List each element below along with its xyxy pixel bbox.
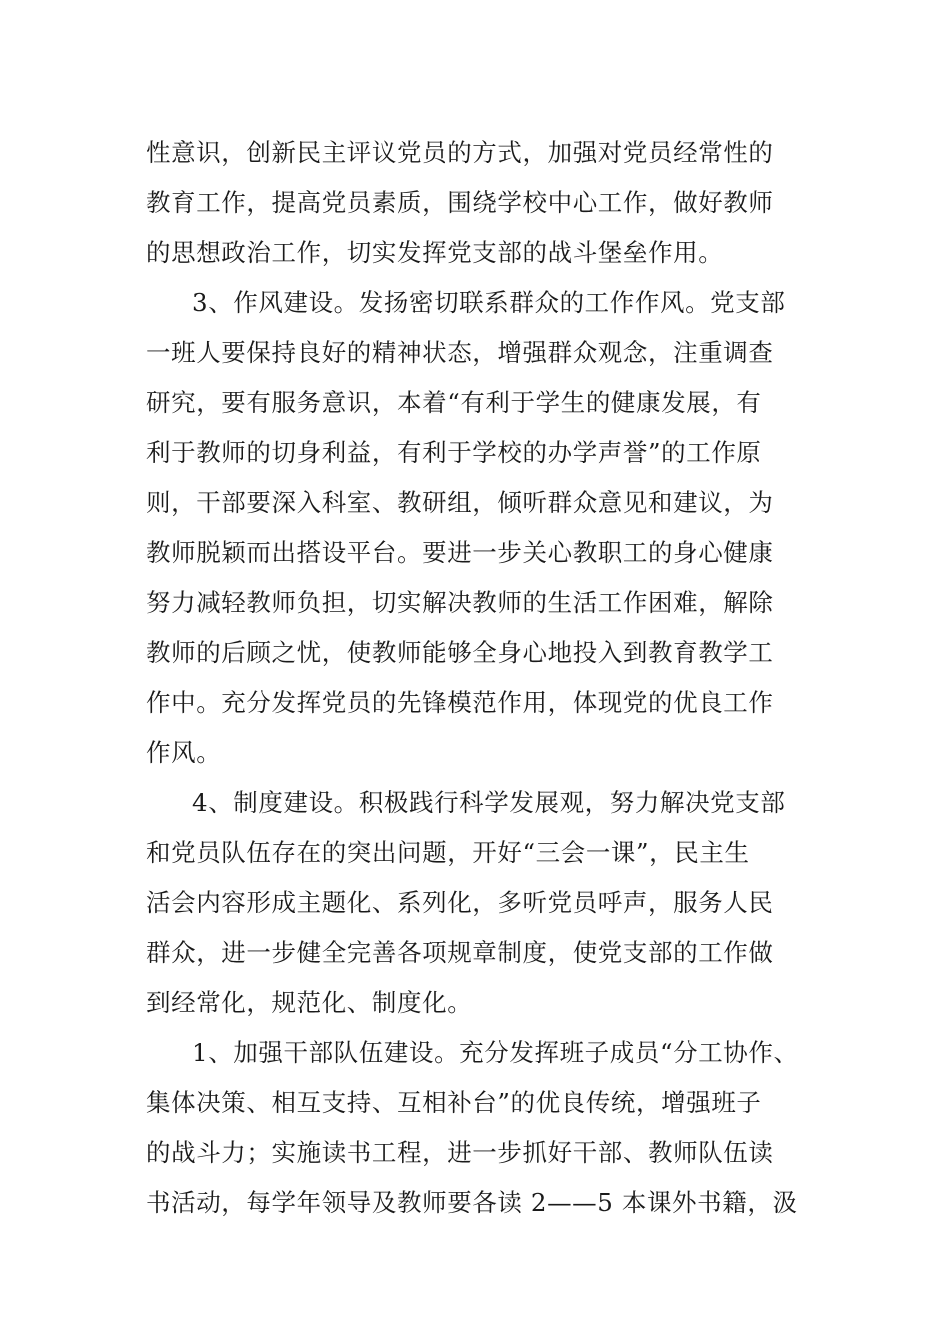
text-line: 3、作风建设。发扬密切联系群众的工作作风。党支部 — [192, 288, 786, 317]
text-line: 教育工作，提高党员素质，围绕学校中心工作，做好教师 — [146, 188, 774, 217]
text-line: 群众，进一步健全完善各项规章制度，使党支部的工作做 — [146, 938, 774, 967]
text-line: 活会内容形成主题化、系列化，多听党员呼声，服务人民 — [146, 888, 774, 917]
text-line: 教师脱颖而出搭设平台。要进一步关心教职工的身心健康 — [146, 538, 774, 567]
text-line: 教师的后顾之忧，使教师能够全身心地投入到教育教学工 — [146, 638, 774, 667]
text-line: 书活动，每学年领导及教师要各读 2——5 本课外书籍，汲 — [146, 1188, 798, 1217]
text-line: 性意识，创新民主评议党员的方式，加强对党员经常性的 — [146, 138, 774, 167]
text-line: 一班人要保持良好的精神状态，增强群众观念，注重调查 — [146, 338, 774, 367]
text-line: 作风。 — [146, 738, 222, 767]
text-line: 努力减轻教师负担，切实解决教师的生活工作困难，解除 — [146, 588, 774, 617]
text-line: 利于教师的切身利益，有利于学校的办学声誉”的工作原 — [146, 438, 762, 467]
text-line: 4、制度建设。积极践行科学发展观，努力解决党支部 — [192, 788, 786, 817]
text-line: 研究，要有服务意识，本着“有利于学生的健康发展，有 — [146, 388, 762, 417]
text-line: 到经常化，规范化、制度化。 — [146, 988, 473, 1017]
text-line: 作中。充分发挥党员的先锋模范作用，体现党的优良工作 — [146, 688, 774, 717]
text-line: 1、加强干部队伍建设。充分发挥班子成员“分工协作、 — [192, 1038, 799, 1067]
text-line: 集体决策、相互支持、互相补台”的优良传统，增强班子 — [146, 1088, 762, 1117]
text-line: 的思想政治工作，切实发挥党支部的战斗堡垒作用。 — [146, 238, 724, 267]
text-line: 和党员队伍存在的突出问题，开好“三会一课”，民主生 — [146, 838, 750, 867]
text-line: 的战斗力；实施读书工程，进一步抓好干部、教师队伍读 — [146, 1138, 774, 1167]
text-line: 则，干部要深入科室、教研组，倾听群众意见和建议，为 — [146, 488, 774, 517]
